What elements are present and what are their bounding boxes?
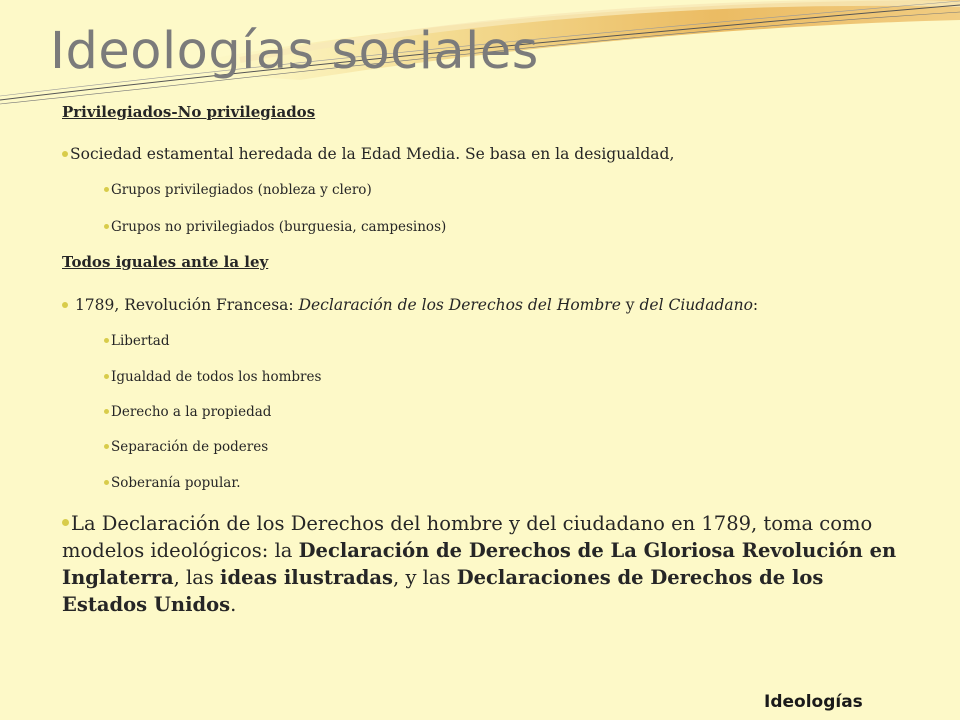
- bullet-icon: [104, 480, 109, 485]
- list-subitem: Grupos privilegiados (nobleza y clero): [104, 182, 372, 198]
- slide-title: Ideologías sociales: [50, 22, 539, 81]
- bullet-icon: [104, 409, 109, 414]
- list-subitem: Soberanía popular.: [104, 475, 241, 491]
- list-subitem: Igualdad de todos los hombres: [104, 369, 321, 385]
- bullet-icon: [62, 302, 68, 308]
- heading-privilegiados: Privilegiados-No privilegiados: [62, 103, 316, 121]
- list-subitem: Separación de poderes: [104, 439, 268, 455]
- bullet-icon: [62, 151, 68, 157]
- bullet-icon: [104, 374, 109, 379]
- bullet-icon: [104, 187, 109, 192]
- bullet-icon: [104, 338, 109, 343]
- list-item-sociedad-estamental: Sociedad estamental heredada de la Edad Media. Se basa en la desigualdad,: [62, 145, 674, 163]
- list-subitem: Derecho a la propiedad: [104, 404, 271, 420]
- bullet-icon: [104, 444, 109, 449]
- footer-label: Ideologías: [764, 692, 863, 712]
- list-subitem: Libertad: [104, 333, 169, 349]
- heading-todos-iguales: Todos iguales ante la ley: [62, 253, 269, 271]
- list-item-revolucion-francesa: 1789, Revolución Francesa: Declaración de los Derechos del Hombre y del Ciudadano:: [62, 296, 758, 314]
- list-subitem: Grupos no privilegiados (burguesia, campesinos): [104, 219, 446, 235]
- bullet-icon: [104, 224, 109, 229]
- bullet-icon: [62, 519, 69, 526]
- paragraph-declaracion: La Declaración de los Derechos del hombre y del ciudadano en 1789, toma como modelos ideológicos: la Declaración de Derechos de La Gloriosa Revolución en Inglaterra, las ideas ilustradas, y las Declaraciones de Derechos de los Estados Unidos.: [62, 512, 897, 616]
